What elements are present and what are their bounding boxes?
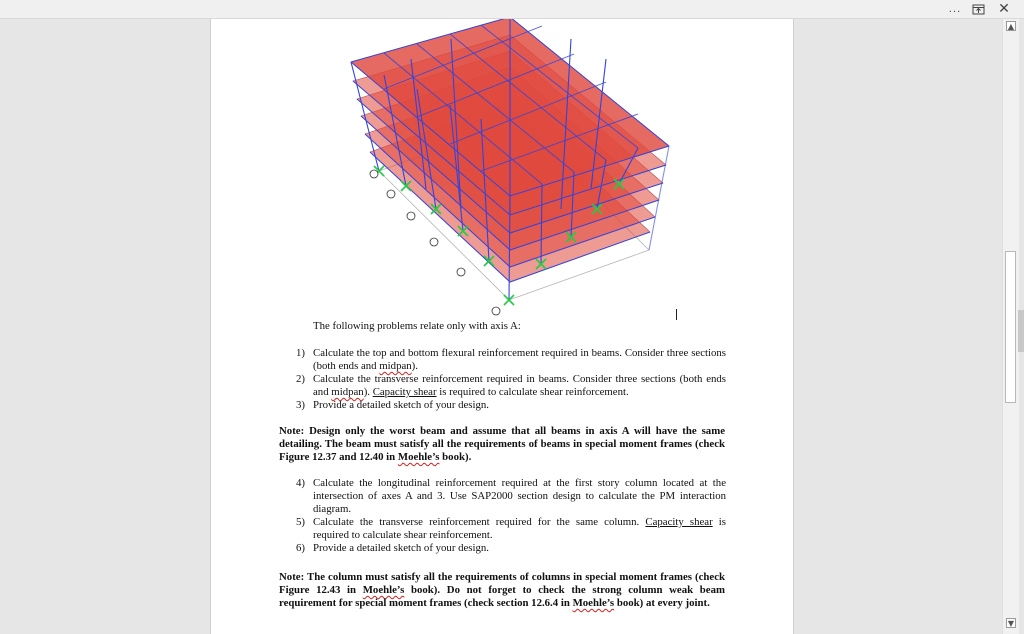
- column-note: Note: The column must satisfy all the requirements of columns in special moment frames (check Figure 12.43 in Moehle’s book). Do not forget to check the strong column weak beam requirement for special moment frames (check section 12.6.4 in Moehle’s book) at every joint.: [279, 571, 725, 609]
- column-task-list: [296, 477, 726, 555]
- text-cursor: [676, 309, 677, 320]
- beam-note: Note: Design only the worst beam and assume that all beams in axis A will have the same detailing. The beam must satisfy all the requirements of beams in special moment frames (check Figure 12.37 and 12.40 in Moehle’s book).: [279, 425, 725, 463]
- list-item: 3) Provide a detailed sketch of your design.: [296, 399, 490, 411]
- scrollbar-thumb[interactable]: [1005, 251, 1016, 403]
- beam-task-list: [296, 347, 726, 412]
- structure-3d-figure: [211, 19, 793, 319]
- side-panel-handle[interactable]: [1018, 310, 1024, 352]
- list-item: 2) Calculate the transverse reinforcement required in beams. Consider three sections (both ends and midpan). Capacity shear is required to calculate shear reinforcement.: [296, 373, 726, 398]
- close-button[interactable]: ✕: [998, 1, 1010, 17]
- document-page: [210, 19, 794, 634]
- building-frame-drawing: [351, 19, 669, 315]
- list-item: 1) Calculate the top and bottom flexural reinforcement required in beams. Consider three sections (both ends and midpan).: [296, 347, 726, 372]
- list-item: 5) Calculate the transverse reinforcement required for the same column. Capacity shear is required to calculate shear reinforcement.: [296, 516, 726, 541]
- scroll-down-arrow-icon[interactable]: ▼: [1007, 618, 1015, 628]
- more-options-button[interactable]: ...: [948, 3, 962, 15]
- list-item: 6) Provide a detailed sketch of your design.: [296, 542, 490, 554]
- window-titlebar: [0, 0, 1024, 19]
- restore-icon[interactable]: [970, 1, 986, 17]
- vertical-scrollbar[interactable]: [1002, 19, 1019, 634]
- scroll-up-arrow-icon[interactable]: ▲: [1007, 21, 1015, 31]
- list-item: 4) Calculate the longitudinal reinforcement required at the first story column located at the intersection of axes A and 3. Use SAP2000 section design to calculate the PM interaction diagram.: [296, 477, 726, 515]
- intro-text: The following problems relate only with axis A:: [313, 320, 521, 332]
